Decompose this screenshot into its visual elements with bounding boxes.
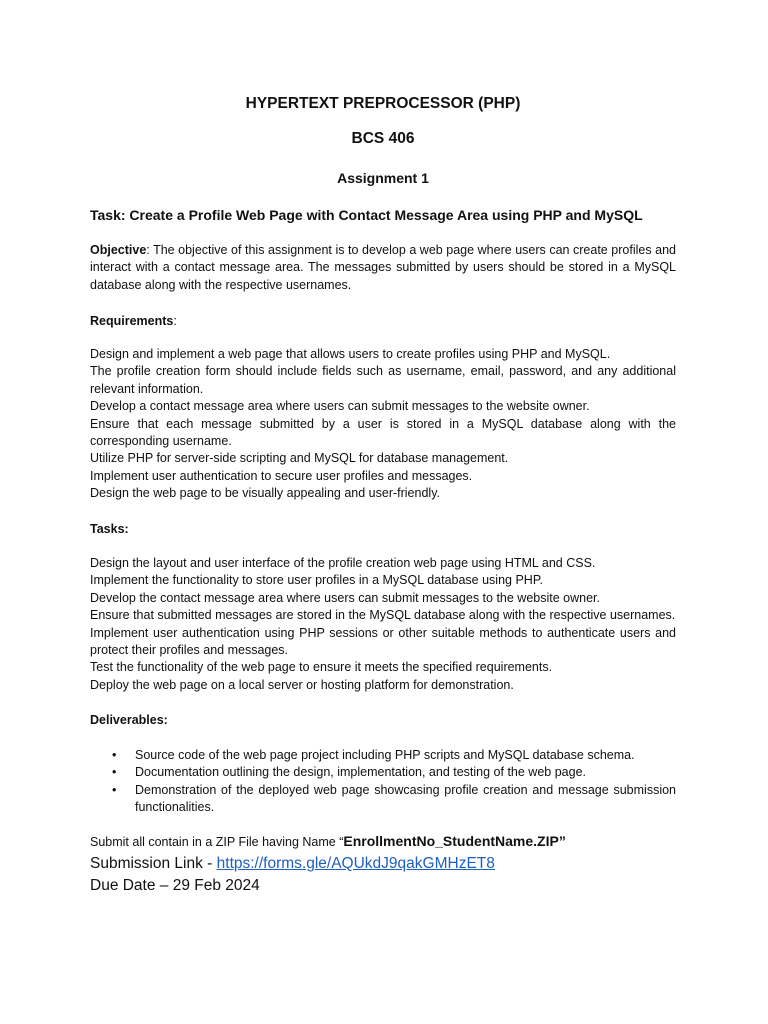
task-item: Test the functionality of the web page to ensure it meets the specified requirements. (90, 660, 553, 675)
requirement-item: Utilize PHP for server-side scripting and MySQL for database management. (90, 451, 509, 466)
bullet-icon: • (112, 765, 117, 780)
task-item: Design the layout and user interface of the profile creation web page using HTML and CSS. (90, 556, 596, 570)
tasks-heading: Tasks: (90, 522, 129, 536)
tasks-list (90, 555, 676, 694)
task-item: Implement user authentication using PHP sessions or other suitable methods to authenticate users and protect their profiles and messages. (90, 625, 676, 658)
deliverable-item (90, 764, 676, 781)
deliverable-item (90, 782, 676, 817)
deliverable-text: Demonstration of the deployed web page showcasing profile creation and message submission functionalities. (135, 782, 676, 815)
requirements-label: Requirements (90, 314, 174, 328)
deliverable-text: Source code of the web page project including PHP scripts and MySQL database schema. (135, 748, 635, 762)
deliverable-text: Documentation outlining the design, implementation, and testing of the web page. (135, 765, 586, 780)
objective-text: : The objective of this assignment is to develop a web page where users can create profiles and interact with a contact message area. The messages submitted by users should be stored in a MySQL database along with the respective usernames. (90, 243, 676, 292)
requirement-item: The profile creation form should include fields such as username, email, password, and any additional relevant information. (90, 364, 676, 396)
requirements-list (90, 346, 676, 503)
bullet-icon: • (112, 782, 117, 797)
zip-instruction (90, 833, 566, 851)
requirement-item: Implement user authentication to secure user profiles and messages. (90, 468, 473, 483)
document-title: HYPERTEXT PREPROCESSOR (PHP) (245, 95, 521, 112)
requirements-colon: : (173, 314, 177, 328)
zip-instruction-text: Submit all contain in a ZIP File having Name “ (90, 835, 344, 849)
task-item: Implement the functionality to store user profiles in a MySQL database using PHP. (90, 573, 544, 588)
task-item: Deploy the web page on a local server or hosting platform for demonstration. (90, 677, 514, 692)
submission-link-label: Submission Link - (90, 855, 217, 872)
course-code: BCS 406 (351, 130, 415, 147)
bullet-icon: • (112, 748, 117, 762)
objective-label: Objective (90, 243, 147, 257)
task-item: Ensure that submitted messages are stored in the MySQL database along with the respective usernames. (90, 608, 676, 623)
deliverables-heading: Deliverables: (90, 713, 168, 727)
due-date: Due Date – 29 Feb 2024 (90, 877, 260, 894)
deliverables-list (90, 747, 676, 817)
task-heading: Task: Create a Profile Web Page with Contact Message Area using PHP and MySQL (90, 207, 643, 223)
objective-paragraph (90, 242, 676, 294)
requirement-item: Design and implement a web page that allows users to create profiles using PHP and MySQL. (90, 347, 611, 361)
submission-link[interactable]: https://forms.gle/AQUkdJ9qakGMHzET8 (216, 855, 495, 872)
assignment-number: Assignment 1 (337, 170, 429, 186)
requirement-item: Ensure that each message submitted by a user is stored in a MySQL database along with the corresponding username. (90, 416, 676, 449)
requirement-item: Develop a contact message area where users can submit messages to the website owner. (90, 399, 590, 414)
requirements-heading (90, 313, 676, 330)
task-item: Develop the contact message area where users can submit messages to the website owner. (90, 590, 600, 605)
zip-file-name: EnrollmentNo_StudentName.ZIP” (343, 833, 566, 849)
requirement-item: Design the web page to be visually appealing and user-friendly. (90, 486, 440, 501)
deliverable-item (90, 747, 676, 764)
submission-link-line (90, 854, 495, 874)
